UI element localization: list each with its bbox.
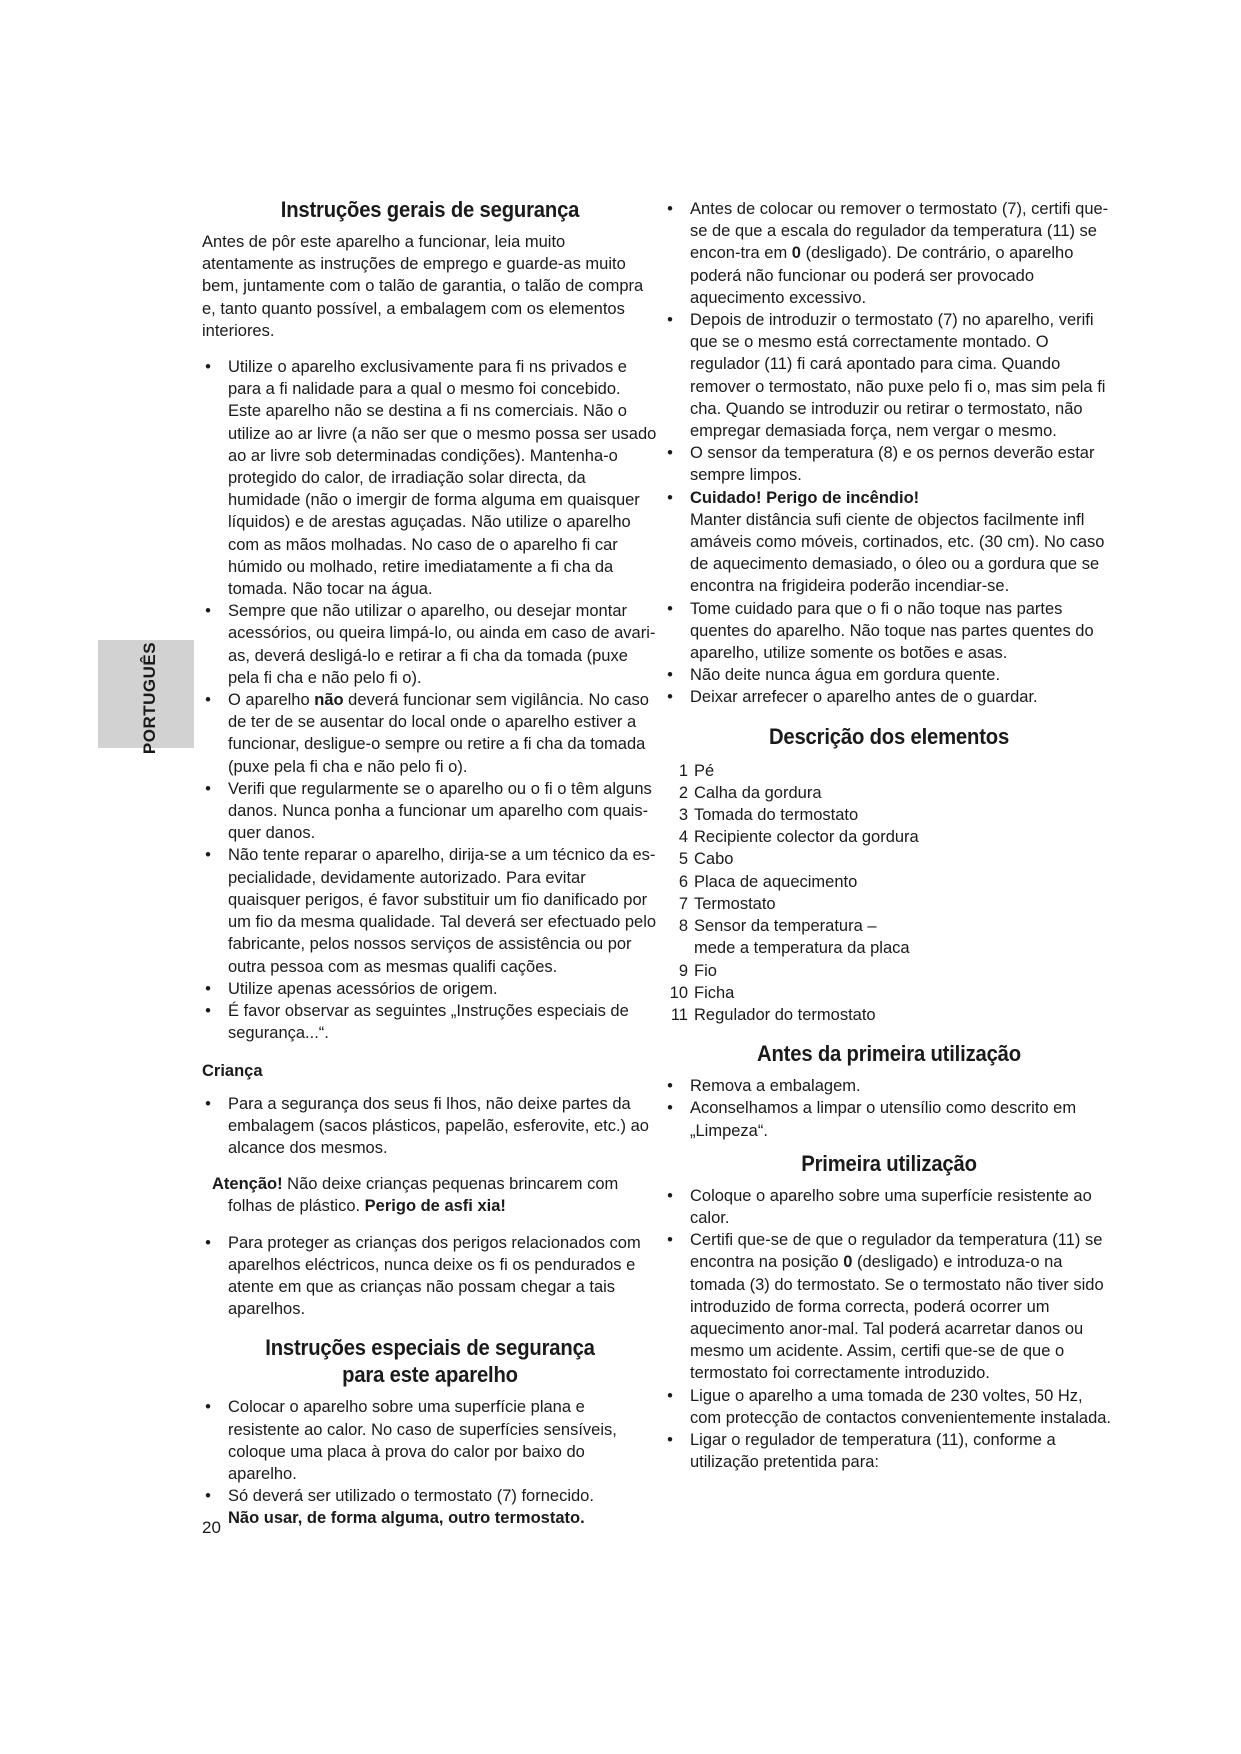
part-item: 10 Ficha bbox=[669, 983, 735, 1002]
list-item: • Só deverá ser utilizado o termostato (7) fornecido. Não usar, de forma alguma, outro termostato. bbox=[202, 1485, 658, 1529]
list-item: • Cuidado! Perigo de incêndio! Manter distância sufi ciente de objectos facilmente infl amáveis como móveis, cortinados, etc. (30 cm). No caso de aquecimento demasiado, o óleo ou a gordura que se encontra na frigideira poderão incendiar-se. bbox=[664, 487, 1114, 598]
list-item: • O sensor da temperatura (8) e os pernos deverão estar sempre limpos. bbox=[664, 442, 1114, 486]
part-item: 5 Cabo bbox=[678, 850, 734, 869]
child-list bbox=[202, 1093, 658, 1160]
list-item: • Ligar o regulador de temperatura (11), conforme a utilização pretentida para: bbox=[664, 1429, 1114, 1473]
left-column bbox=[202, 196, 658, 1530]
part-item: 1 Pé bbox=[678, 761, 715, 780]
list-item: • É favor observar as seguintes „Instruções especiais de segurança...“. bbox=[202, 1000, 658, 1044]
list-item: • Não tente reparar o aparelho, dirija-se a um técnico da es-pecialidade, devidamente autorizado. Para evitar quaisquer perigos, é favor substituir um fio danificado por um fio da mesma qualidade. Tal deverá ser efectuado pelo fabricante, pelos nossos serviços de assistência ou por outra pessoa com as mesmas qualifi cações. bbox=[202, 844, 658, 977]
part-item: 3 Tomada do termostato bbox=[678, 806, 859, 825]
list-item: • Deixar arrefecer o aparelho antes de o guardar. bbox=[664, 686, 1114, 708]
parts-description-heading: Descrição dos elementos bbox=[768, 723, 1010, 749]
list-item: • Verifi que regularmente se o aparelho ou o fi o têm alguns danos. Nunca ponha a funcionar um aparelho com quais-quer danos. bbox=[202, 778, 658, 845]
list-item: • Não deite nunca água em gordura quente. bbox=[664, 664, 1114, 686]
special-safety-list-continued bbox=[664, 198, 1114, 709]
list-item: • Depois de introduzir o termostato (7) no aparelho, verifi que se o mesmo está correctamente montado. O regulador (11) fi cará apontado para cima. Quando remover o termostato, não puxe pelo fi o, mas sim pela fi cha. Quando se introduzir ou retirar o termostato, não empregar demasiada força, nem vergar o mesmo. bbox=[664, 309, 1114, 442]
child-heading: Criança bbox=[202, 1062, 263, 1081]
part-item: mede a temperatura da placa bbox=[694, 939, 910, 958]
list-item: • Tome cuidado para que o fi o não toque nas partes quentes do aparelho. Não toque nas partes quentes do aparelho, utilize somente os botões e asas. bbox=[664, 598, 1114, 665]
list-item: • Antes de colocar ou remover o termostato (7), certifi que-se de que a escala do regulador da temperatura (11) se encon-tra em 0 (desligado). De contrário, o aparelho poderá não funcionar ou poderá ser provocado aquecimento excessivo. bbox=[664, 198, 1114, 309]
child-list-2 bbox=[202, 1232, 658, 1321]
general-safety-heading: Instruções gerais de segurança bbox=[280, 197, 580, 222]
special-safety-subheading: para este aparelho bbox=[342, 1362, 518, 1388]
first-use-list bbox=[664, 1185, 1114, 1474]
list-item: • Colocar o aparelho sobre uma superfície plana e resistente ao calor. No caso de superfícies sensíveis, coloque uma placa à prova do calor por baixo do aparelho. bbox=[202, 1396, 658, 1485]
list-item: • Utilize apenas acessórios de origem. bbox=[202, 978, 658, 1000]
list-item: • Remova a embalagem. bbox=[664, 1075, 1114, 1097]
before-first-use-heading: Antes da primeira utilização bbox=[757, 1041, 1021, 1067]
list-item: • Certifi que-se de que o regulador da temperatura (11) se encontra na posição 0 (desligado) e introduza-o na tomada (3) do termostato. Se o termostato não tiver sido introduzido de forma correcta, poderá ocorrer um aquecimento anor-mal. Tal poderá acarretar danos ou mesmo um acidente. Assim, certifi que-se de que o termostato foi correctamente introduzido. bbox=[664, 1229, 1114, 1384]
part-item: 9 Fio bbox=[678, 961, 717, 980]
list-item: • Aconselhamos a limpar o utensílio como descrito em „Limpeza“. bbox=[664, 1097, 1114, 1141]
part-item: 7 Termostato bbox=[678, 894, 776, 913]
language-tab-label: PORTUGUÊS bbox=[140, 641, 159, 755]
before-first-use-list bbox=[664, 1075, 1114, 1142]
attention-label: Atenção! bbox=[212, 1175, 283, 1194]
part-item: 2 Calha da gordura bbox=[678, 783, 822, 802]
part-item: 6 Placa de aquecimento bbox=[678, 872, 858, 891]
attention-note: Atenção! Não deixe crianças pequenas brincarem com folhas de plástico. Perigo de asfi xia! bbox=[212, 1175, 619, 1216]
list-item: • O aparelho não deverá funcionar sem vigilância. No caso de ter de se ausentar do local onde o aparelho estiver a funcionar, desligue-o sempre ou retire a fi cha da tomada (puxe pela fi cha e não pelo fi o). bbox=[202, 689, 658, 778]
part-item: 4 Recipiente colector da gordura bbox=[678, 828, 919, 847]
list-item: • Sempre que não utilizar o aparelho, ou desejar montar acessórios, ou queira limpá-lo, ou ainda em caso de avari-as, deverá desligá-lo e retirar a fi cha da tomada (puxe pela fi cha e não pelo fi o). bbox=[202, 600, 658, 689]
fire-warning-label: Cuidado! Perigo de incêndio! bbox=[690, 488, 920, 507]
parts-list bbox=[664, 760, 1114, 1026]
asphyxia-warning: Perigo de asfi xia! bbox=[364, 1197, 506, 1216]
part-item: 8 Sensor da temperatura – bbox=[678, 917, 877, 936]
list-item: • Utilize o aparelho exclusivamente para fi ns privados e para a fi nalidade para a qual o mesmo foi concebido. Este aparelho não se destina a fi ns comerciais. Não o utilize ao ar livre (a não ser que o mesmo possa ser usado ao ar livre sob determinadas condições). Mantenha-o protegido do calor, de irradiação solar directa, da humidade (não o imergir de forma alguma em quaisquer líquidos) e de arestas aguçadas. Não utilize o aparelho com as mãos molhadas. No caso de o aparelho fi car húmido ou molhado, retire imediatamente a fi cha da tomada. Não tocar na água. bbox=[202, 356, 658, 600]
special-safety-heading: Instruções especiais de segurança bbox=[265, 1335, 595, 1361]
first-use-heading: Primeira utilização bbox=[801, 1150, 977, 1176]
page-number: 20 bbox=[202, 1518, 221, 1537]
list-item: • Coloque o aparelho sobre uma superfície resistente ao calor. bbox=[664, 1185, 1114, 1229]
list-item: • Para a segurança dos seus fi lhos, não deixe partes da embalagem (sacos plásticos, papelão, esferovite, etc.) ao alcance dos mesmos. bbox=[202, 1093, 658, 1160]
general-safety-list bbox=[202, 356, 658, 1044]
part-item: 11 Regulador do termostato bbox=[670, 1005, 876, 1024]
list-item: • Para proteger as crianças dos perigos relacionados com aparelhos eléctricos, nunca deixe os fi os pendurados e atente em que as crianças não possam chegar a tais aparelhos. bbox=[202, 1232, 658, 1321]
list-item: • Ligue o aparelho a uma tomada de 230 voltes, 50 Hz, com protecção de contactos convenientemente instalada. bbox=[664, 1385, 1114, 1429]
right-column bbox=[664, 198, 1114, 1473]
general-safety-intro: Antes de pôr este aparelho a funcionar, leia muito atentamente as instruções de emprego e guarde-as muito bem, juntamente com o talão de garantia, o talão de compra e, tanto quanto possível, a embalagem com os elementos interiores. bbox=[202, 233, 644, 340]
special-safety-list bbox=[202, 1396, 658, 1529]
